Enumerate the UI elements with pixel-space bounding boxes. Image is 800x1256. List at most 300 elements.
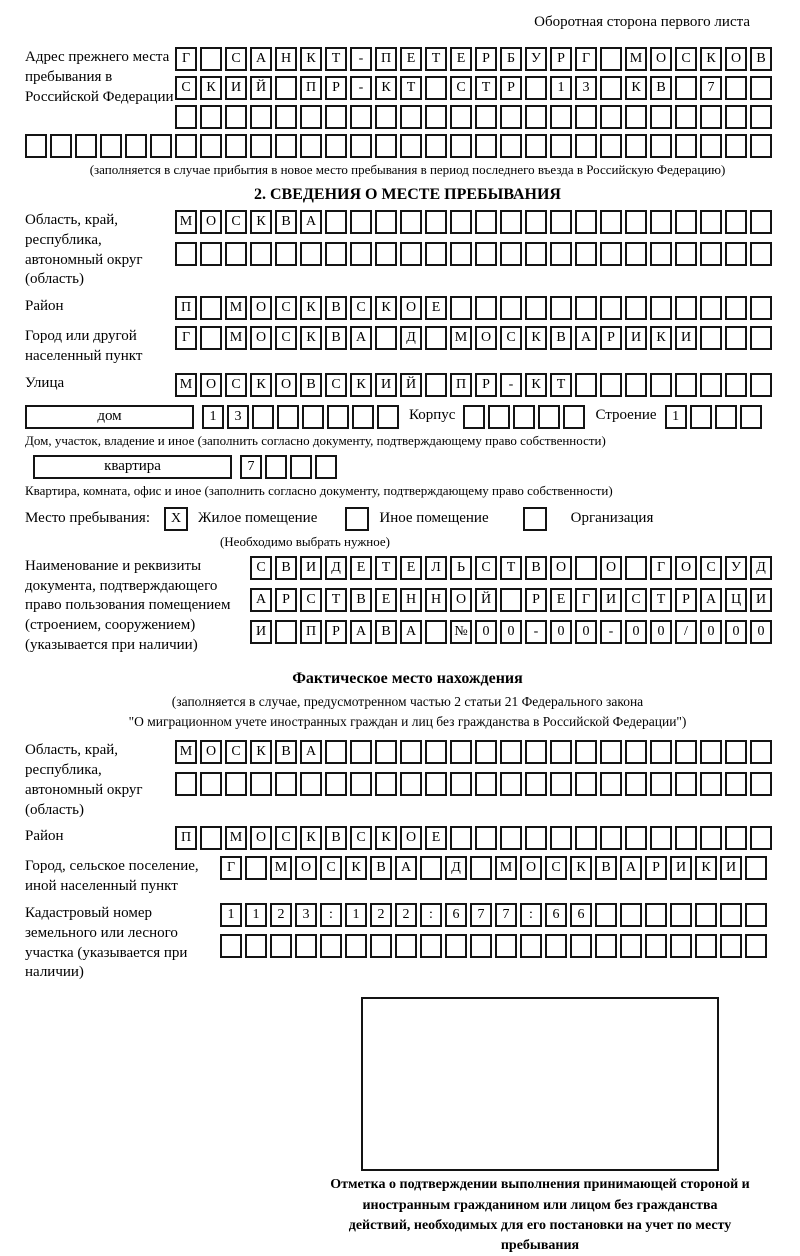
house-type-box: дом [25, 405, 194, 429]
char-cell: Р [475, 47, 497, 71]
fact-district-row [175, 826, 772, 850]
actual-location-caption [25, 692, 790, 733]
char-cell [200, 105, 222, 129]
char-cell [275, 134, 297, 158]
char-cell [520, 934, 542, 958]
organization-checkbox [523, 507, 547, 531]
char-cell [650, 210, 672, 234]
fact-region-field [25, 740, 790, 820]
char-cell [625, 772, 647, 796]
cadastral-row-1 [220, 903, 767, 927]
char-cell: С [700, 556, 722, 580]
korpus-label: Корпус [409, 406, 456, 423]
char-cell: П [300, 620, 322, 644]
char-cell [50, 134, 72, 158]
char-cell: И [625, 326, 647, 350]
char-cell [550, 772, 572, 796]
char-cell [725, 296, 747, 320]
char-cell [245, 934, 267, 958]
char-cell: К [300, 296, 322, 320]
char-cell: Е [550, 588, 572, 612]
char-cell [740, 405, 762, 429]
char-cell: М [625, 47, 647, 71]
char-cell: К [700, 47, 722, 71]
char-cell: Р [600, 326, 622, 350]
stay-type-label: Место пребывания: [25, 510, 150, 527]
region-label: Область, край, республика, автономный округ (область) [25, 212, 143, 288]
char-cell: С [350, 826, 372, 850]
char-cell [400, 210, 422, 234]
char-cell: 7 [495, 903, 517, 927]
char-cell [570, 934, 592, 958]
char-cell: / [675, 620, 697, 644]
char-cell: А [300, 210, 322, 234]
char-cell [750, 740, 772, 764]
char-cell [315, 455, 337, 479]
char-cell: № [450, 620, 472, 644]
char-cell: И [675, 326, 697, 350]
char-cell [625, 740, 647, 764]
char-cell [500, 296, 522, 320]
char-cell: А [350, 326, 372, 350]
char-cell [675, 134, 697, 158]
char-cell [750, 105, 772, 129]
char-cell [275, 105, 297, 129]
char-cell [700, 210, 722, 234]
ownership-doc-row-3 [250, 620, 772, 644]
char-cell [675, 826, 697, 850]
char-cell [377, 405, 399, 429]
char-cell: : [420, 903, 442, 927]
char-cell: М [175, 210, 197, 234]
char-cell: Й [250, 76, 272, 100]
char-cell [725, 326, 747, 350]
cadastral-label: Кадастровый номер земельного или лесного участка (указывается при наличии) [25, 905, 188, 981]
street-label: Улица [25, 374, 65, 391]
char-cell [250, 105, 272, 129]
char-cell [488, 405, 510, 429]
char-cell [650, 105, 672, 129]
char-cell [175, 134, 197, 158]
char-cell: Т [500, 556, 522, 580]
char-cell: И [300, 556, 322, 580]
char-cell: С [325, 373, 347, 397]
char-cell: М [450, 326, 472, 350]
char-cell: О [295, 856, 317, 880]
char-cell: 7 [240, 455, 262, 479]
char-cell [690, 405, 712, 429]
char-cell: 0 [575, 620, 597, 644]
char-cell [600, 105, 622, 129]
street-field [25, 373, 790, 397]
char-cell: Г [650, 556, 672, 580]
ownership-doc-field [25, 556, 790, 656]
char-cell [75, 134, 97, 158]
char-cell: П [175, 296, 197, 320]
char-cell [320, 934, 342, 958]
char-cell [500, 826, 522, 850]
char-cell [325, 105, 347, 129]
char-cell [475, 242, 497, 266]
apartment-caption: Квартира, комната, офис и иное (заполнить согласно документу, подтверждающему право собственности) [25, 482, 613, 498]
actual-location-caption-line1: (заполняется в случае, предусмотренном частью 2 статьи 21 Федерального закона [171, 693, 644, 709]
char-cell [600, 242, 622, 266]
cadastral-field [25, 903, 790, 983]
char-cell [275, 242, 297, 266]
char-cell [725, 826, 747, 850]
char-cell [675, 210, 697, 234]
char-cell [302, 405, 324, 429]
char-cell [425, 373, 447, 397]
char-cell [595, 934, 617, 958]
char-cell [650, 740, 672, 764]
char-cell [425, 76, 447, 100]
char-cell [645, 903, 667, 927]
char-cell: А [300, 740, 322, 764]
char-cell [745, 934, 767, 958]
char-cell [650, 296, 672, 320]
char-cell: Г [175, 326, 197, 350]
char-cell: М [175, 740, 197, 764]
char-cell [325, 242, 347, 266]
fact-district-field [25, 826, 790, 850]
char-cell [445, 934, 467, 958]
char-cell: В [650, 76, 672, 100]
char-cell [300, 242, 322, 266]
char-cell [350, 740, 372, 764]
stamp-box [361, 997, 719, 1171]
char-cell: К [375, 826, 397, 850]
char-cell [700, 105, 722, 129]
char-cell [550, 134, 572, 158]
section2-title: 2. СВЕДЕНИЯ О МЕСТЕ ПРЕБЫВАНИЯ [254, 186, 561, 203]
char-cell [625, 210, 647, 234]
char-cell [525, 210, 547, 234]
char-cell: Г [575, 588, 597, 612]
char-cell [750, 76, 772, 100]
char-cell [563, 405, 585, 429]
char-cell [425, 740, 447, 764]
char-cell: О [400, 296, 422, 320]
char-cell [550, 242, 572, 266]
char-cell: - [350, 47, 372, 71]
char-cell [600, 740, 622, 764]
char-cell: К [250, 740, 272, 764]
char-cell: П [450, 373, 472, 397]
char-cell [700, 826, 722, 850]
char-cell: О [200, 373, 222, 397]
char-cell: 1 [665, 405, 687, 429]
char-cell: В [750, 47, 772, 71]
char-cell [525, 134, 547, 158]
char-cell: С [475, 556, 497, 580]
char-cell [545, 934, 567, 958]
char-cell [575, 242, 597, 266]
char-cell [245, 856, 267, 880]
char-cell [650, 242, 672, 266]
prev-address-row-3 [175, 105, 772, 129]
char-cell [275, 620, 297, 644]
char-cell [750, 373, 772, 397]
char-cell: Д [445, 856, 467, 880]
char-cell: Р [525, 588, 547, 612]
char-cell: Е [425, 296, 447, 320]
char-cell: Т [400, 76, 422, 100]
stamp-caption: Отметка о подтверждении выполнения принимающей стороной и иностранным гражданином или лицом без гражданства действий, необходимых для его постановки на учет по месту пребывания [330, 1177, 750, 1254]
char-cell [625, 556, 647, 580]
city-row [175, 326, 772, 350]
char-cell [277, 405, 299, 429]
char-cell: Е [450, 47, 472, 71]
char-cell: 0 [725, 620, 747, 644]
char-cell [325, 772, 347, 796]
stay-type-hint: (Необходимо выбрать нужное) [219, 533, 391, 549]
fact-region-label: Область, край, республика, автономный округ (область) [25, 742, 143, 818]
char-cell: Н [275, 47, 297, 71]
residential-label: Жилое помещение [198, 510, 318, 527]
char-cell: О [400, 826, 422, 850]
char-cell: П [300, 76, 322, 100]
char-cell: С [275, 326, 297, 350]
char-cell [550, 826, 572, 850]
char-cell: Т [375, 556, 397, 580]
char-cell [370, 934, 392, 958]
char-cell [225, 134, 247, 158]
char-cell: 7 [700, 76, 722, 100]
char-cell [500, 740, 522, 764]
char-cell: 0 [475, 620, 497, 644]
char-cell [252, 405, 274, 429]
char-cell [700, 373, 722, 397]
fact-region-row-2 [175, 772, 772, 796]
char-cell: 1 [220, 903, 242, 927]
char-cell [450, 242, 472, 266]
district-row [175, 296, 772, 320]
char-cell: Н [425, 588, 447, 612]
char-cell [700, 326, 722, 350]
char-cell [750, 134, 772, 158]
char-cell [625, 826, 647, 850]
char-cell [220, 934, 242, 958]
char-cell: Б [500, 47, 522, 71]
char-cell [575, 296, 597, 320]
char-cell: Д [400, 326, 422, 350]
char-cell [275, 772, 297, 796]
char-cell: К [375, 76, 397, 100]
house-number-row [202, 405, 399, 429]
char-cell [250, 772, 272, 796]
char-cell: А [700, 588, 722, 612]
char-cell [25, 134, 47, 158]
char-cell [525, 242, 547, 266]
char-cell: А [620, 856, 642, 880]
char-cell [750, 210, 772, 234]
char-cell [295, 934, 317, 958]
apartment-row [240, 455, 337, 479]
apartment-field [33, 455, 790, 479]
char-cell [575, 210, 597, 234]
char-cell: С [675, 47, 697, 71]
char-cell: Р [675, 588, 697, 612]
char-cell: М [225, 826, 247, 850]
char-cell: У [725, 556, 747, 580]
char-cell [650, 134, 672, 158]
char-cell: О [675, 556, 697, 580]
char-cell: В [525, 556, 547, 580]
char-cell [675, 105, 697, 129]
char-cell: Р [550, 47, 572, 71]
char-cell [475, 134, 497, 158]
char-cell: 2 [395, 903, 417, 927]
char-cell [645, 934, 667, 958]
char-cell: В [325, 326, 347, 350]
char-cell: О [600, 556, 622, 580]
char-cell [550, 740, 572, 764]
char-cell: А [575, 326, 597, 350]
char-cell [725, 134, 747, 158]
region-row-2 [175, 242, 772, 266]
char-cell: 0 [625, 620, 647, 644]
char-cell [500, 772, 522, 796]
char-cell: К [525, 373, 547, 397]
char-cell [745, 856, 767, 880]
char-cell [670, 934, 692, 958]
char-cell [250, 242, 272, 266]
char-cell [750, 826, 772, 850]
char-cell: 6 [445, 903, 467, 927]
char-cell: К [250, 210, 272, 234]
char-cell [550, 105, 572, 129]
char-cell: К [625, 76, 647, 100]
char-cell: Т [475, 76, 497, 100]
char-cell [270, 934, 292, 958]
char-cell: 1 [550, 76, 572, 100]
char-cell [400, 242, 422, 266]
city-field [25, 326, 790, 367]
char-cell: 3 [295, 903, 317, 927]
ownership-doc-row-2 [250, 588, 772, 612]
char-cell: 6 [570, 903, 592, 927]
cadastral-row-2 [220, 934, 767, 958]
other-premises-label: Иное помещение [379, 510, 489, 527]
char-cell [675, 373, 697, 397]
char-cell: О [550, 556, 572, 580]
char-cell [375, 134, 397, 158]
char-cell [575, 826, 597, 850]
char-cell: М [225, 326, 247, 350]
char-cell: П [175, 826, 197, 850]
house-caption: Дом, участок, владение и иное (заполнить согласно документу, подтверждающему право собственности) [25, 432, 606, 448]
char-cell [475, 826, 497, 850]
char-cell: 0 [550, 620, 572, 644]
char-cell [670, 903, 692, 927]
char-cell [625, 296, 647, 320]
char-cell [500, 242, 522, 266]
char-cell [450, 134, 472, 158]
street-row [175, 373, 772, 397]
char-cell [725, 373, 747, 397]
char-cell [525, 296, 547, 320]
char-cell [625, 242, 647, 266]
char-cell [375, 105, 397, 129]
char-cell [345, 934, 367, 958]
char-cell: Р [325, 620, 347, 644]
char-cell [700, 242, 722, 266]
char-cell: В [300, 373, 322, 397]
char-cell [550, 210, 572, 234]
char-cell [600, 373, 622, 397]
char-cell [150, 134, 172, 158]
char-cell [595, 903, 617, 927]
char-cell: 0 [500, 620, 522, 644]
char-cell [715, 405, 737, 429]
char-cell: С [225, 373, 247, 397]
char-cell [725, 242, 747, 266]
char-cell: В [370, 856, 392, 880]
char-cell [200, 47, 222, 71]
char-cell: 3 [227, 405, 249, 429]
char-cell: : [520, 903, 542, 927]
char-cell: С [450, 76, 472, 100]
region-row-1 [175, 210, 772, 234]
char-cell [500, 210, 522, 234]
char-cell: Й [475, 588, 497, 612]
char-cell [675, 242, 697, 266]
char-cell [375, 772, 397, 796]
char-cell [650, 772, 672, 796]
char-cell: 0 [750, 620, 772, 644]
char-cell [475, 105, 497, 129]
char-cell [575, 556, 597, 580]
char-cell [475, 210, 497, 234]
ownership-doc-label: Наименование и реквизиты документа, подтверждающего право пользования помещением (строением, сооружением) (указывается при наличии) [25, 557, 231, 653]
char-cell: О [200, 740, 222, 764]
char-cell: А [400, 620, 422, 644]
char-cell [375, 242, 397, 266]
char-cell: В [325, 296, 347, 320]
char-cell [745, 903, 767, 927]
char-cell [225, 105, 247, 129]
stroenie-label: Строение [595, 406, 657, 423]
char-cell [620, 903, 642, 927]
char-cell [575, 772, 597, 796]
char-cell: Г [175, 47, 197, 71]
char-cell [325, 210, 347, 234]
char-cell [450, 740, 472, 764]
char-cell: Т [650, 588, 672, 612]
organization-label: Организация [570, 510, 654, 527]
char-cell [200, 134, 222, 158]
char-cell [200, 826, 222, 850]
char-cell: И [600, 588, 622, 612]
char-cell: И [720, 856, 742, 880]
char-cell [463, 405, 485, 429]
char-cell [175, 105, 197, 129]
char-cell [425, 326, 447, 350]
fact-city-field [25, 856, 790, 897]
char-cell [513, 405, 535, 429]
other-premises-checkbox [345, 507, 369, 531]
char-cell [575, 105, 597, 129]
char-cell: К [200, 76, 222, 100]
char-cell [290, 455, 312, 479]
char-cell [725, 210, 747, 234]
char-cell [225, 242, 247, 266]
stroenie-row [665, 405, 762, 429]
char-cell [300, 772, 322, 796]
char-cell: К [300, 47, 322, 71]
char-cell: С [545, 856, 567, 880]
